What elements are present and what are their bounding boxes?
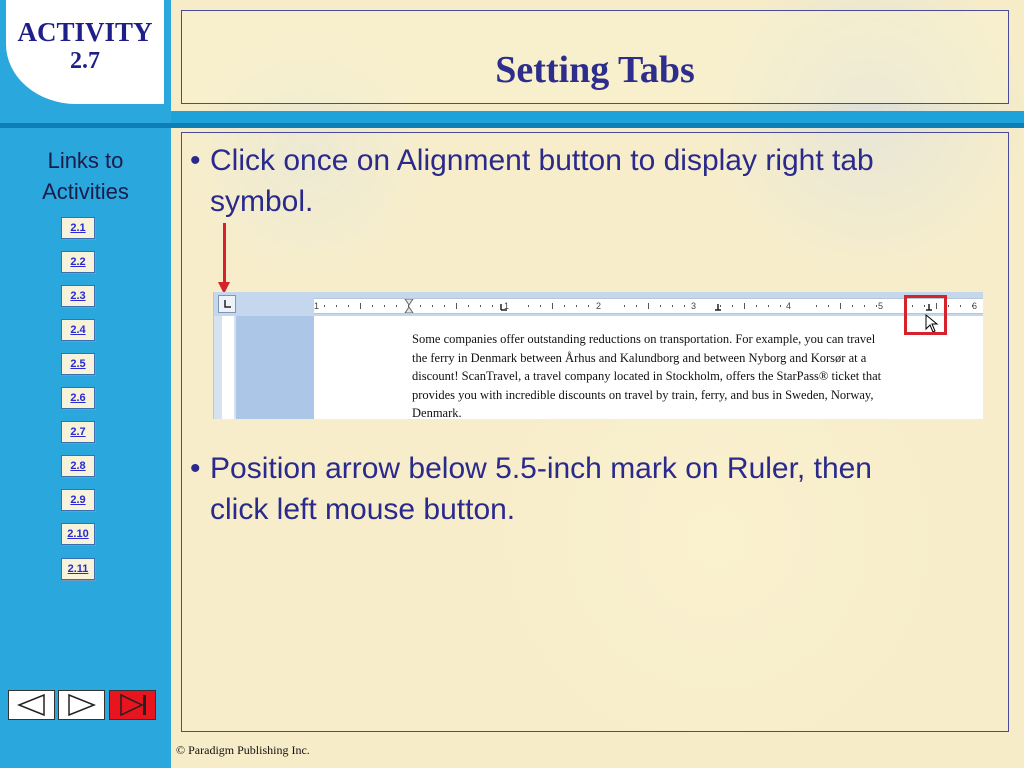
- activity-link-2-2[interactable]: 2.2: [61, 251, 95, 273]
- content-box: [181, 132, 1009, 732]
- activity-link-2-1[interactable]: 2.1: [61, 217, 95, 239]
- vertical-ruler: [214, 316, 236, 419]
- bullet-item-1: [190, 140, 874, 222]
- activity-link-2-5[interactable]: 2.5: [61, 353, 95, 375]
- document-line: Some companies offer outstanding reductions on transportation. For example, you can travel: [412, 332, 876, 346]
- word-screenshot: [213, 292, 983, 419]
- activity-link-2-10[interactable]: 2.10: [61, 523, 95, 545]
- ruler-number-2: 2: [596, 301, 602, 311]
- links-heading-line1: Links to: [47, 148, 124, 173]
- pointer-arrow-shaft: [223, 223, 226, 285]
- slide-title: Setting Tabs: [495, 49, 695, 91]
- header-divider: [171, 111, 1024, 123]
- highlight-box: [904, 295, 947, 335]
- ruler-number-4: 4: [786, 301, 792, 311]
- document-line: provides you with incredible discounts on travel by train, ferry, and bus in Sweden, Norway,: [412, 387, 874, 402]
- document-text: [412, 330, 983, 419]
- activity-link-2-9[interactable]: 2.9: [61, 489, 95, 511]
- activity-label: ACTIVITY: [17, 17, 153, 47]
- left-tab-icon: [219, 296, 235, 312]
- last-slide-button[interactable]: [109, 690, 156, 720]
- activity-link-2-6[interactable]: 2.6: [61, 387, 95, 409]
- activity-link-2-7[interactable]: 2.7: [61, 421, 95, 443]
- header-divider-dark: [0, 123, 1024, 128]
- page-margin-area: [236, 316, 314, 419]
- document-line: the ferry in Denmark between Århus and Kalundborg and between Nyborg and Korsør at a: [412, 350, 867, 365]
- ruler-number-left: 1: [314, 301, 320, 311]
- bullet-dot: •: [190, 452, 201, 485]
- bullet-1-line2: symbol.: [210, 185, 314, 218]
- activity-link-2-3[interactable]: 2.3: [61, 285, 95, 307]
- next-slide-button[interactable]: [58, 690, 105, 720]
- document-line: Denmark.: [412, 406, 462, 419]
- triangle-right-icon: [59, 691, 104, 719]
- previous-slide-button[interactable]: [8, 690, 55, 720]
- triangle-left-icon: [9, 691, 54, 719]
- ruler-number-5: 5: [878, 301, 884, 311]
- activity-link-2-8[interactable]: 2.8: [61, 455, 95, 477]
- bullet-2-line1: Position arrow below 5.5-inch mark on Ruler, then: [210, 452, 872, 485]
- sidebar: [0, 0, 171, 768]
- document-line: discount! ScanTravel, a travel company located in Stockholm, offers the StarPass® ticket that: [412, 369, 882, 383]
- bullet-1-line1: Click once on Alignment button to display right tab: [210, 144, 874, 177]
- activity-link-2-11[interactable]: 2.11: [61, 558, 95, 580]
- activity-badge: [6, 0, 164, 104]
- ruler-number-1: 1: [504, 301, 510, 311]
- title-box: [181, 10, 1009, 104]
- ruler-number-6: 6: [972, 301, 978, 311]
- horizontal-ruler[interactable]: [314, 298, 983, 314]
- links-heading-line2: Activities: [42, 179, 129, 204]
- ruler-number-3: 3: [691, 301, 697, 311]
- activity-number: 2.7: [70, 48, 100, 74]
- links-heading: [0, 145, 171, 207]
- bullet-dot: •: [190, 144, 201, 177]
- bullet-2-line2: click left mouse button.: [210, 493, 516, 526]
- tab-alignment-button[interactable]: [218, 295, 236, 313]
- triangle-right-bar-icon: [110, 691, 155, 719]
- activity-link-2-4[interactable]: 2.4: [61, 319, 95, 341]
- bullet-item-2: [190, 448, 872, 530]
- copyright-footer: © Paradigm Publishing Inc.: [176, 743, 310, 757]
